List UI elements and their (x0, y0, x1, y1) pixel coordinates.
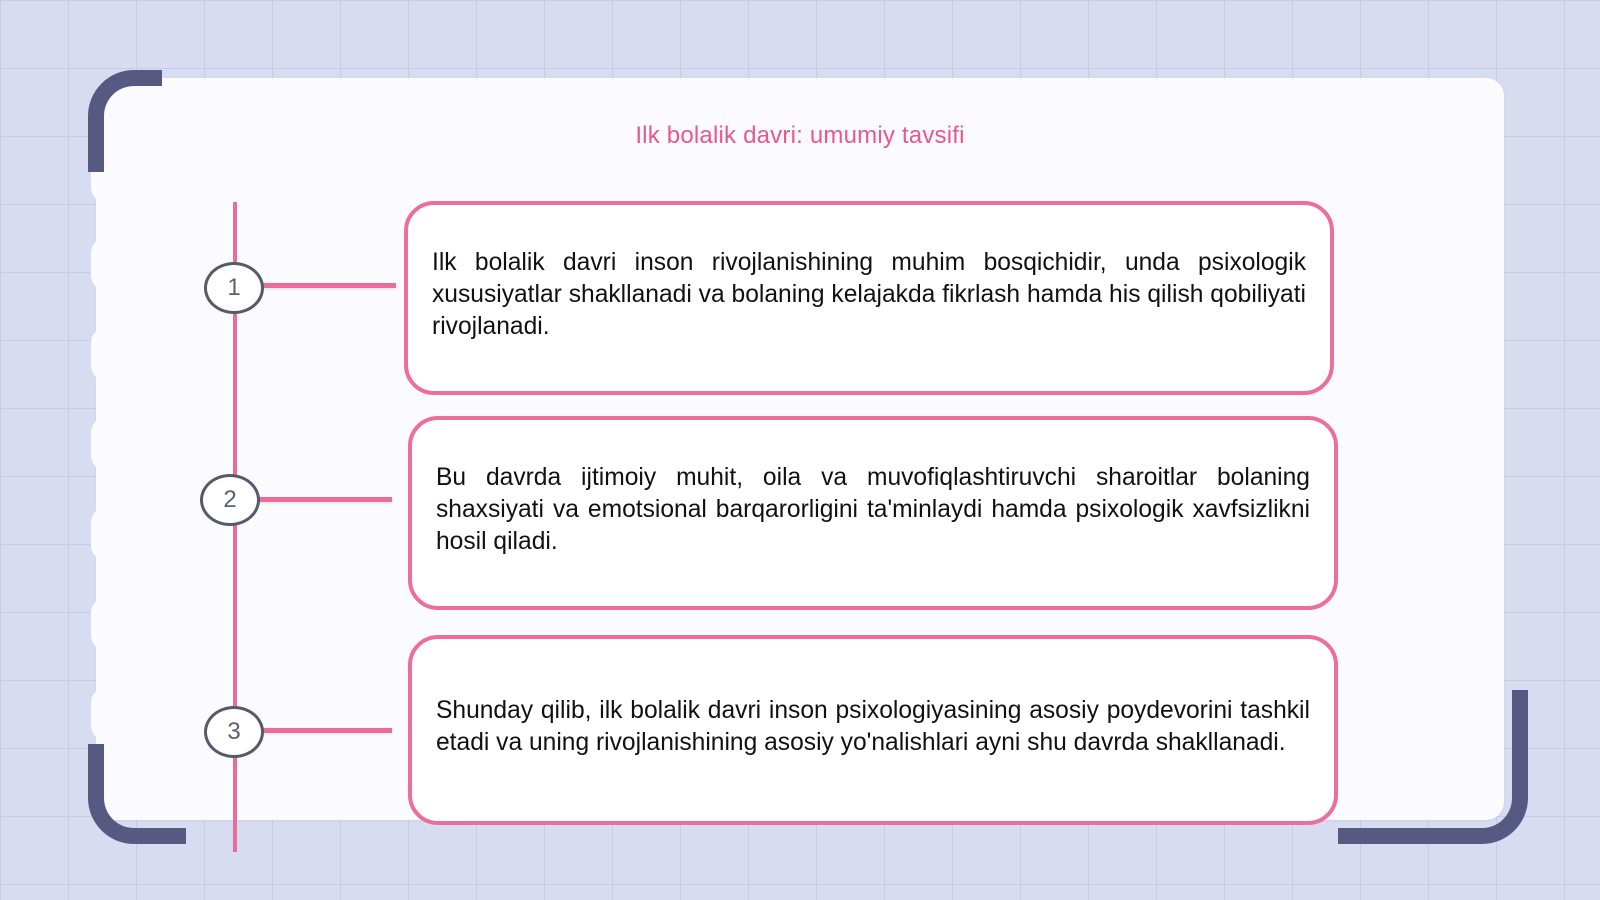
scallop-decoration (91, 506, 125, 562)
scallop-decoration (91, 596, 125, 652)
timeline-text-box (404, 201, 1334, 395)
timeline-step-marker: 2 (200, 474, 260, 526)
timeline-text: Shunday qilib, ilk bolalik davri inson psixologiyasining asosiy poydevorini tashkil etadi va uning rivojlanishining asosiy yo'nalishlari ayni shu davrda shakllanadi. (436, 697, 1310, 756)
timeline-step-marker: 3 (204, 706, 264, 758)
scallop-decoration (91, 416, 125, 472)
scallop-decoration (91, 326, 125, 382)
scallop-decoration (91, 236, 125, 292)
timeline-text-box (408, 416, 1338, 610)
timeline-text: Bu davrda ijtimoiy muhit, oila va muvofiqlashtiruvchi sharoitlar bolaning shaxsiyati va emotsional barqarorligini ta'minlaydi hamda psixologik xavfsizlikni hosil qiladi. (436, 464, 1310, 555)
timeline-connector (262, 283, 396, 288)
timeline-connector (262, 728, 392, 733)
slide-title: Ilk bolalik davri: umumiy tavsifi (635, 122, 965, 149)
scallop-decoration (91, 686, 125, 742)
corner-bracket-top-left (88, 70, 162, 172)
corner-bracket-bottom-left (88, 744, 186, 844)
timeline-step-marker: 1 (204, 262, 264, 314)
timeline-text-box (408, 635, 1338, 825)
timeline-connector (258, 497, 392, 502)
timeline-text: Ilk bolalik davri inson rivojlanishining muhim bosqichidir, unda psixologik xususiyatlar shakllanadi va bolaning kelajakda fikrlash hamda his qilish qobiliyati rivojlanadi. (432, 249, 1306, 340)
corner-bracket-bottom-right (1338, 690, 1528, 844)
